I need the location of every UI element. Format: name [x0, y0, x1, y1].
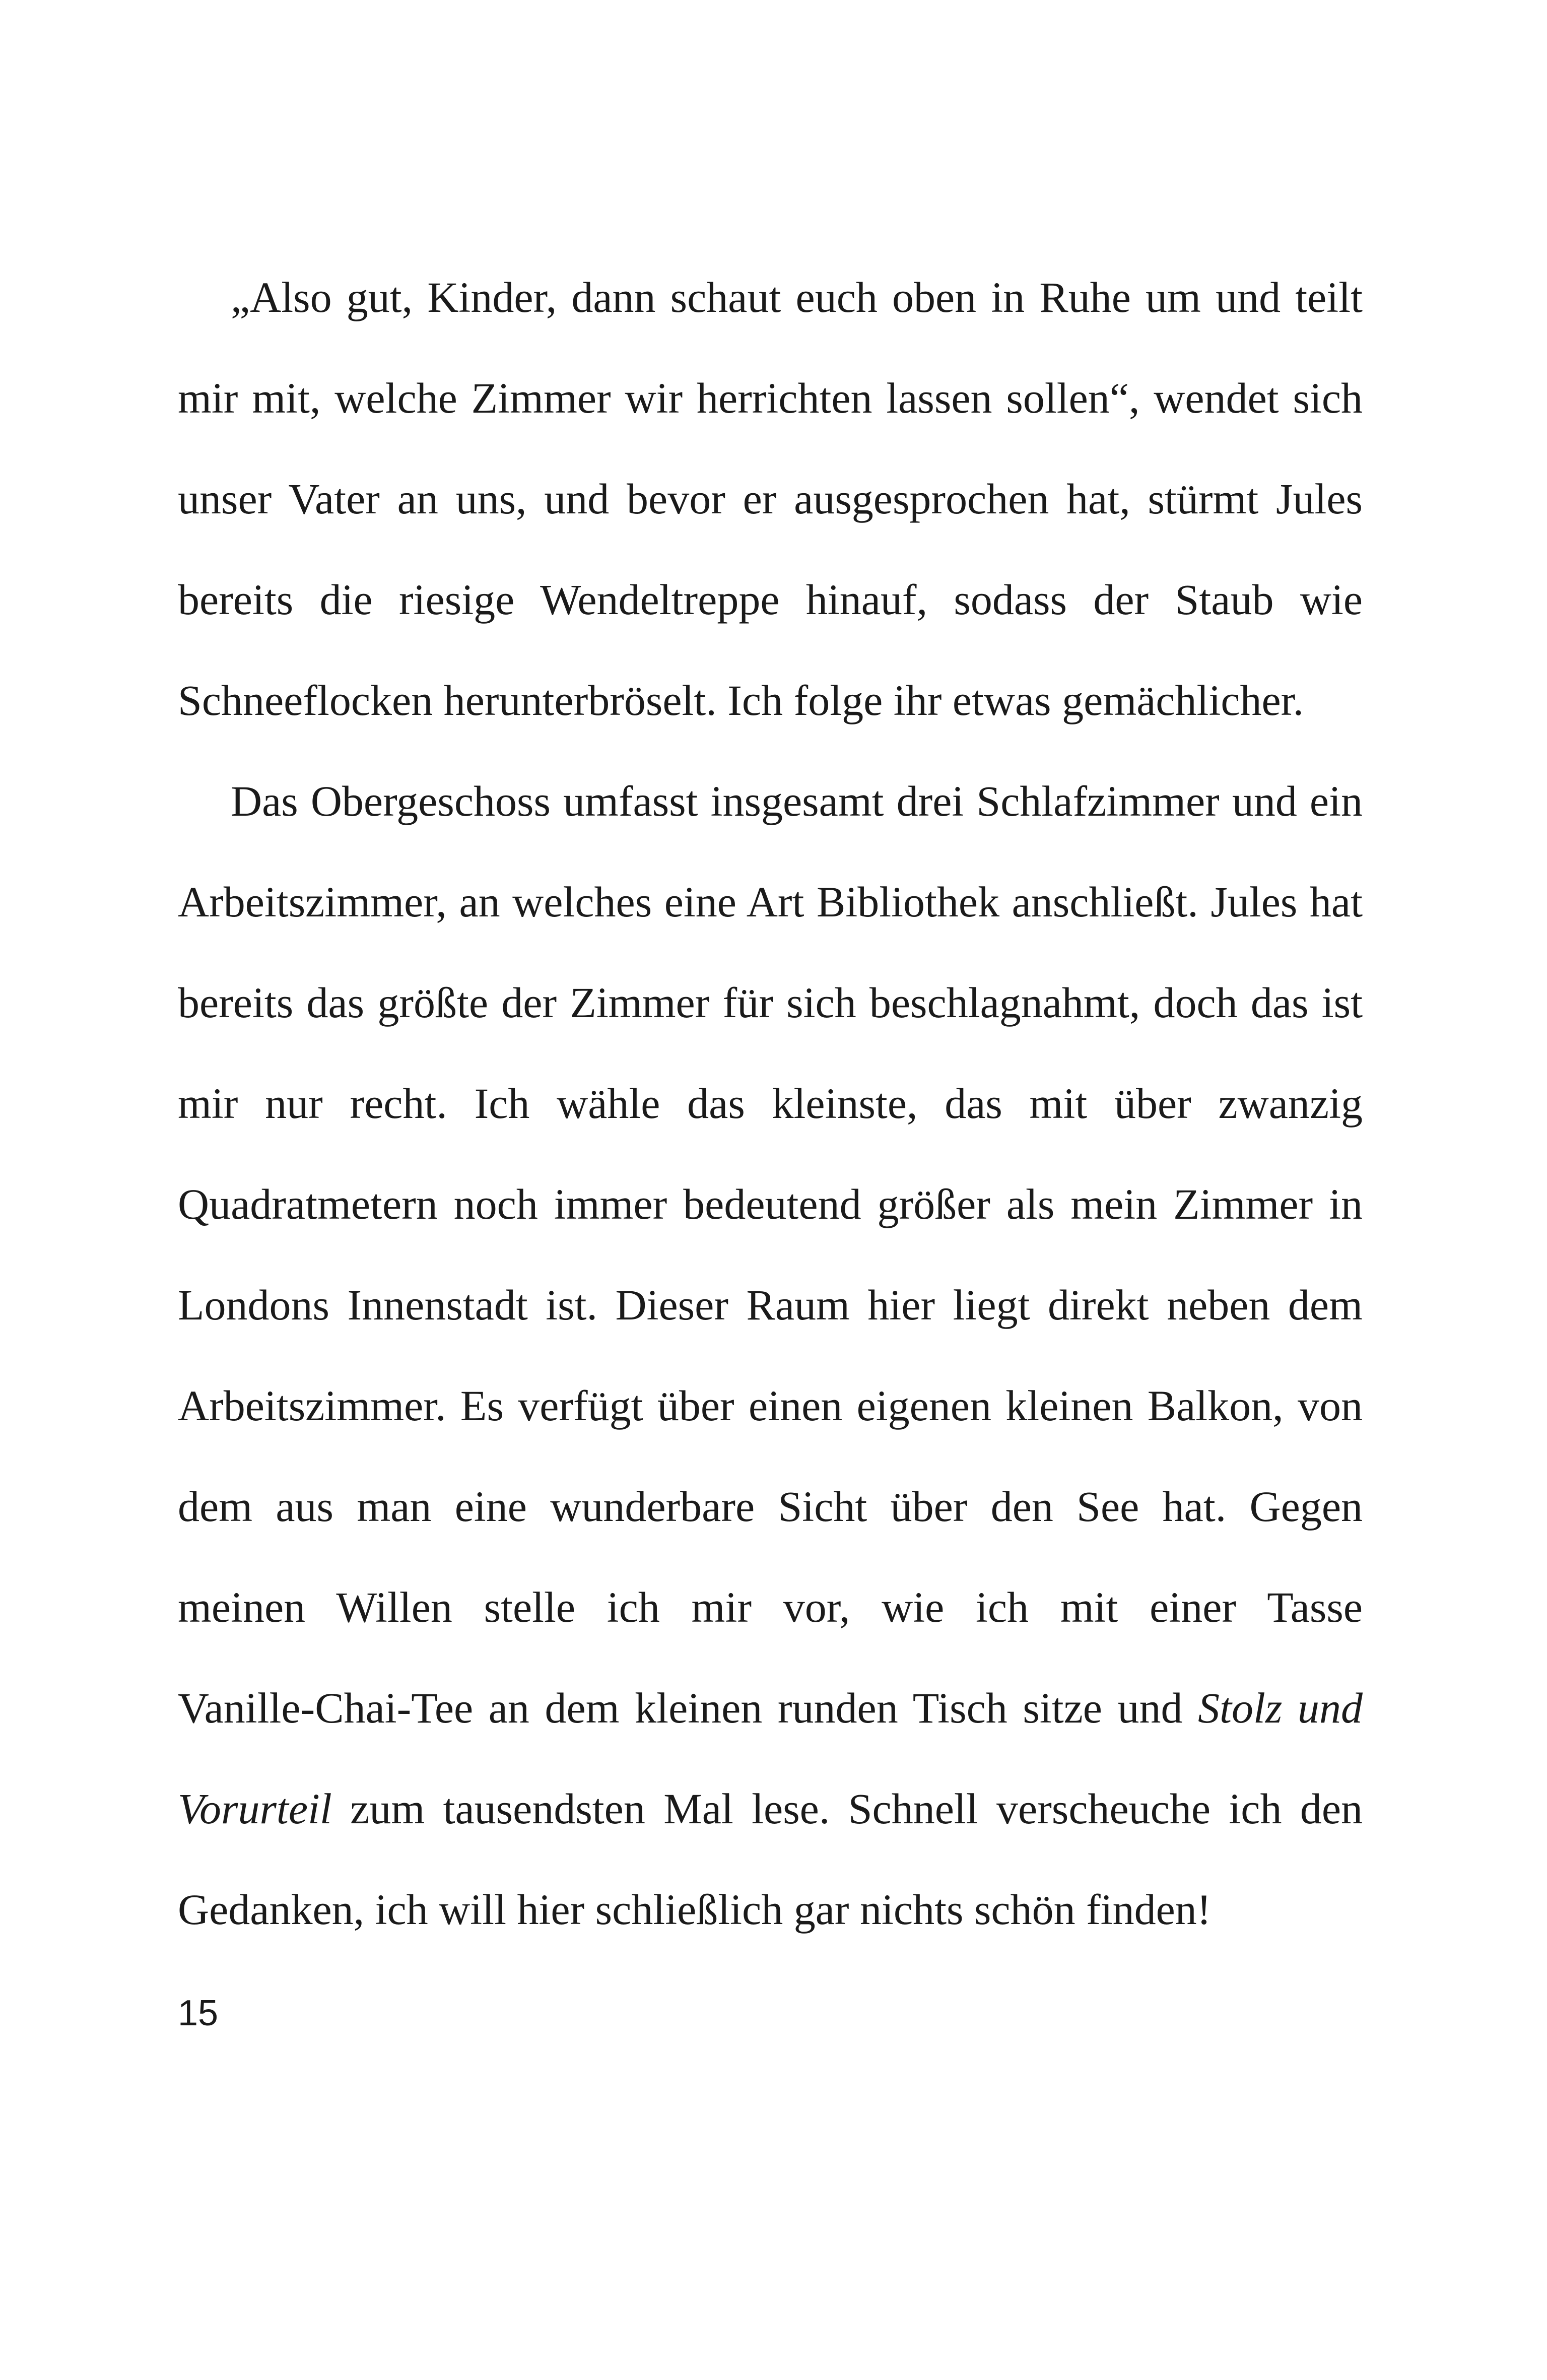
text-line: bereits die riesige Wendeltreppe hinauf, sodass der Staub wie: [178, 575, 1363, 624]
text-run: Vanille-Chai-Tee an dem kleinen runden Tisch sitze und: [178, 1684, 1198, 1732]
text-line: unser Vater an uns, und bevor er ausgesprochen hat, stürmt Jules: [178, 475, 1363, 523]
text-line: Schneeflocken herunterbröselt. Ich folge ihr etwas gemächlicher.: [178, 676, 1304, 724]
page-number: 15: [178, 1993, 219, 2033]
book-title-italic: Vorurteil: [178, 1784, 332, 1833]
text-line: bereits das größte der Zimmer für sich beschlagnahmt, doch das ist: [178, 978, 1363, 1027]
text-line: Londons Innenstadt ist. Dieser Raum hier liegt direkt neben dem: [178, 1281, 1363, 1329]
text-line: Quadratmetern noch immer bedeutend größer als mein Zimmer in: [178, 1180, 1363, 1228]
text-line: mir nur recht. Ich wähle das kleinste, das mit über zwanzig: [178, 1079, 1363, 1128]
text-line: Arbeitszimmer, an welches eine Art Bibliothek anschließt. Jules hat: [178, 878, 1363, 926]
book-title-italic: Stolz und: [1198, 1684, 1363, 1732]
text-line: Gedanken, ich will hier schließlich gar nichts schön finden!: [178, 1885, 1212, 1934]
text-run: zum tausendsten Mal lese. Schnell verscheuche ich den: [331, 1784, 1363, 1833]
body-text: [178, 247, 1363, 1960]
text-line: Arbeitszimmer. Es verfügt über einen eigenen kleinen Balkon, von: [178, 1381, 1363, 1430]
text-line: [178, 1758, 1363, 1859]
text-line: [178, 1658, 1363, 1758]
text-line: mir mit, welche Zimmer wir herrichten lassen sollen“, wendet sich: [178, 374, 1363, 422]
text-line: dem aus man eine wunderbare Sicht über den See hat. Gegen: [178, 1482, 1363, 1531]
text-line: Das Obergeschoss umfasst insgesamt drei Schlafzimmer und ein: [231, 777, 1363, 825]
text-line: meinen Willen stelle ich mir vor, wie ich mit einer Tasse: [178, 1583, 1363, 1631]
text-line: „Also gut, Kinder, dann schaut euch oben in Ruhe um und teilt: [231, 273, 1363, 321]
